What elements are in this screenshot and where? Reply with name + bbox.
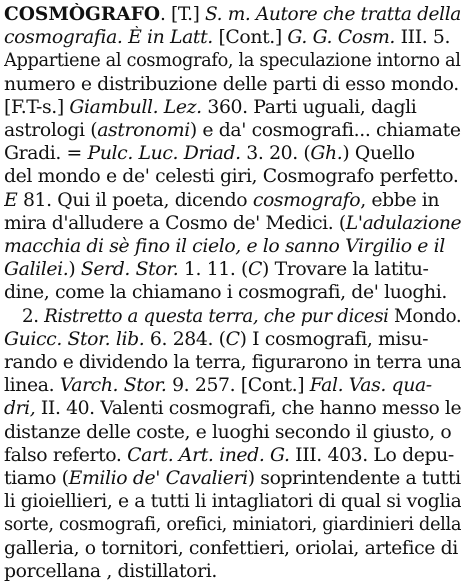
text-run: mira d'alludere a Cosmo de' Medici. ( [4, 211, 346, 234]
italic-text: Cart. Art. ined. G. [127, 443, 290, 466]
text-run: numero e distribuzione delle parti di esso mondo. [4, 72, 459, 95]
entry-line [4, 328, 461, 350]
entry-line [4, 537, 461, 559]
text-run: ) Quello [342, 142, 415, 165]
italic-text: Varch. Stor. [59, 374, 167, 397]
entry-line [4, 421, 461, 443]
text-run: III. 403. Lo depu- [289, 443, 454, 466]
text-run: distanze delle coste, e luoghi secondo il giusto, o [4, 420, 452, 443]
italic-text: Serd. Stor. [80, 258, 179, 281]
entry-line [4, 235, 461, 257]
text-run: 2. [22, 304, 45, 327]
italic-text: Ristretto a questa terra, che pur dicesi [44, 304, 389, 327]
entry-line [4, 142, 461, 164]
entry-line [4, 281, 461, 303]
italic-text: C [225, 327, 240, 350]
text-run: Appartiene al cosmografo, la speculazione intorno al [4, 49, 461, 72]
text-run: II. 40. Valenti cosmografi, che hanno messo le [35, 397, 461, 420]
entry-line [4, 73, 461, 95]
entry-line [22, 305, 461, 327]
text-run: li gioiellieri, e a tutti li intagliatori di qual si voglia [4, 490, 461, 513]
text-run: 360. Parti uguali, dagli [201, 95, 417, 118]
entry-line [4, 397, 461, 419]
entry-line [4, 3, 461, 25]
entry-line [4, 212, 461, 234]
italic-text: cosmografia. È in Latt. [4, 26, 213, 49]
italic-text: cosmografo [252, 188, 361, 211]
entry-line [4, 444, 461, 466]
text-run: ) I cosmografi, misu- [239, 327, 429, 350]
entry-line [4, 189, 461, 211]
italic-text: G. G. Cosm. [287, 26, 396, 49]
entry-line [4, 513, 461, 535]
text-run: del mondo e de' celesti giri, Cosmografo perfetto. [4, 165, 459, 188]
italic-text: Pulc. Luc. Driad. [87, 142, 241, 165]
entry-line [4, 490, 461, 512]
italic-text: astronomi [97, 119, 190, 141]
text-run: ) Trovare la latitu- [262, 258, 429, 281]
entry-line [4, 560, 461, 582]
text-run: 6. 284. ( [144, 327, 226, 350]
text-run: ) soprintendente a tutti [247, 467, 461, 489]
text-run: astrologi ( [4, 119, 98, 141]
italic-text: S. m. Autore che tratta della [205, 3, 461, 25]
italic-text: Galilei. [4, 258, 69, 281]
text-run: 3. 20. ( [240, 142, 311, 165]
text-run: [Cont.] [212, 26, 288, 49]
text-run: , ebbe in [360, 188, 440, 211]
entry-line [4, 49, 461, 71]
entry-line [4, 26, 461, 48]
italic-text: L'adulazione [345, 211, 461, 234]
entry-line [4, 374, 461, 396]
text-run: 9. 257. [Cont.] [166, 374, 310, 397]
italic-text: E [4, 188, 18, 211]
text-run: Gradi. = [4, 142, 88, 165]
italic-text: macchia di sè fino il cielo, e lo sanno Virgilio e il [4, 235, 445, 257]
italic-text: Guicc. Stor. lib. [4, 327, 145, 350]
italic-text: Emilio de' Cavalieri [68, 467, 248, 489]
text-run: Mondo. [388, 304, 461, 327]
text-run: ) e da' cosmografi... chiamate [189, 119, 461, 141]
italic-text: dri, [4, 397, 36, 420]
text-run: sorte, cosmografi, orefici, miniatori, giardinieri della [4, 513, 461, 536]
text-run: dine, come la chiamano i cosmografi, de' luoghi. [4, 281, 447, 304]
entry-line [4, 467, 461, 489]
text-run: [F.T-s.] [4, 95, 70, 118]
text-run: ) [68, 258, 81, 281]
headword: COSMÒGRAFO [4, 3, 161, 25]
text-run: . [T.] [160, 3, 206, 25]
entry-line [4, 351, 461, 373]
italic-text: Fal. Vas. qua- [309, 374, 432, 397]
italic-text: Giambull. Lez. [69, 95, 202, 118]
text-run: tiamo ( [4, 467, 69, 489]
text-run: falso referto. [4, 443, 128, 466]
text-run: rando e dividendo la terra, figurarono in terra una [4, 351, 462, 373]
entry-line [4, 119, 461, 141]
entry-line [4, 258, 461, 280]
italic-text: Gh. [310, 142, 343, 165]
text-run: 81. Qui il poeta, dicendo [17, 188, 253, 211]
text-run: 1. 11. ( [178, 258, 249, 281]
text-run: galleria, o tornitori, confettieri, oriolai, artefice di [4, 536, 458, 559]
text-run: porcellana , distillatori. [4, 559, 217, 582]
entry-line [4, 165, 461, 187]
entry-line [4, 96, 461, 118]
italic-text: C [248, 258, 263, 281]
text-run: III. 5. [395, 26, 451, 49]
text-run: linea. [4, 374, 60, 397]
